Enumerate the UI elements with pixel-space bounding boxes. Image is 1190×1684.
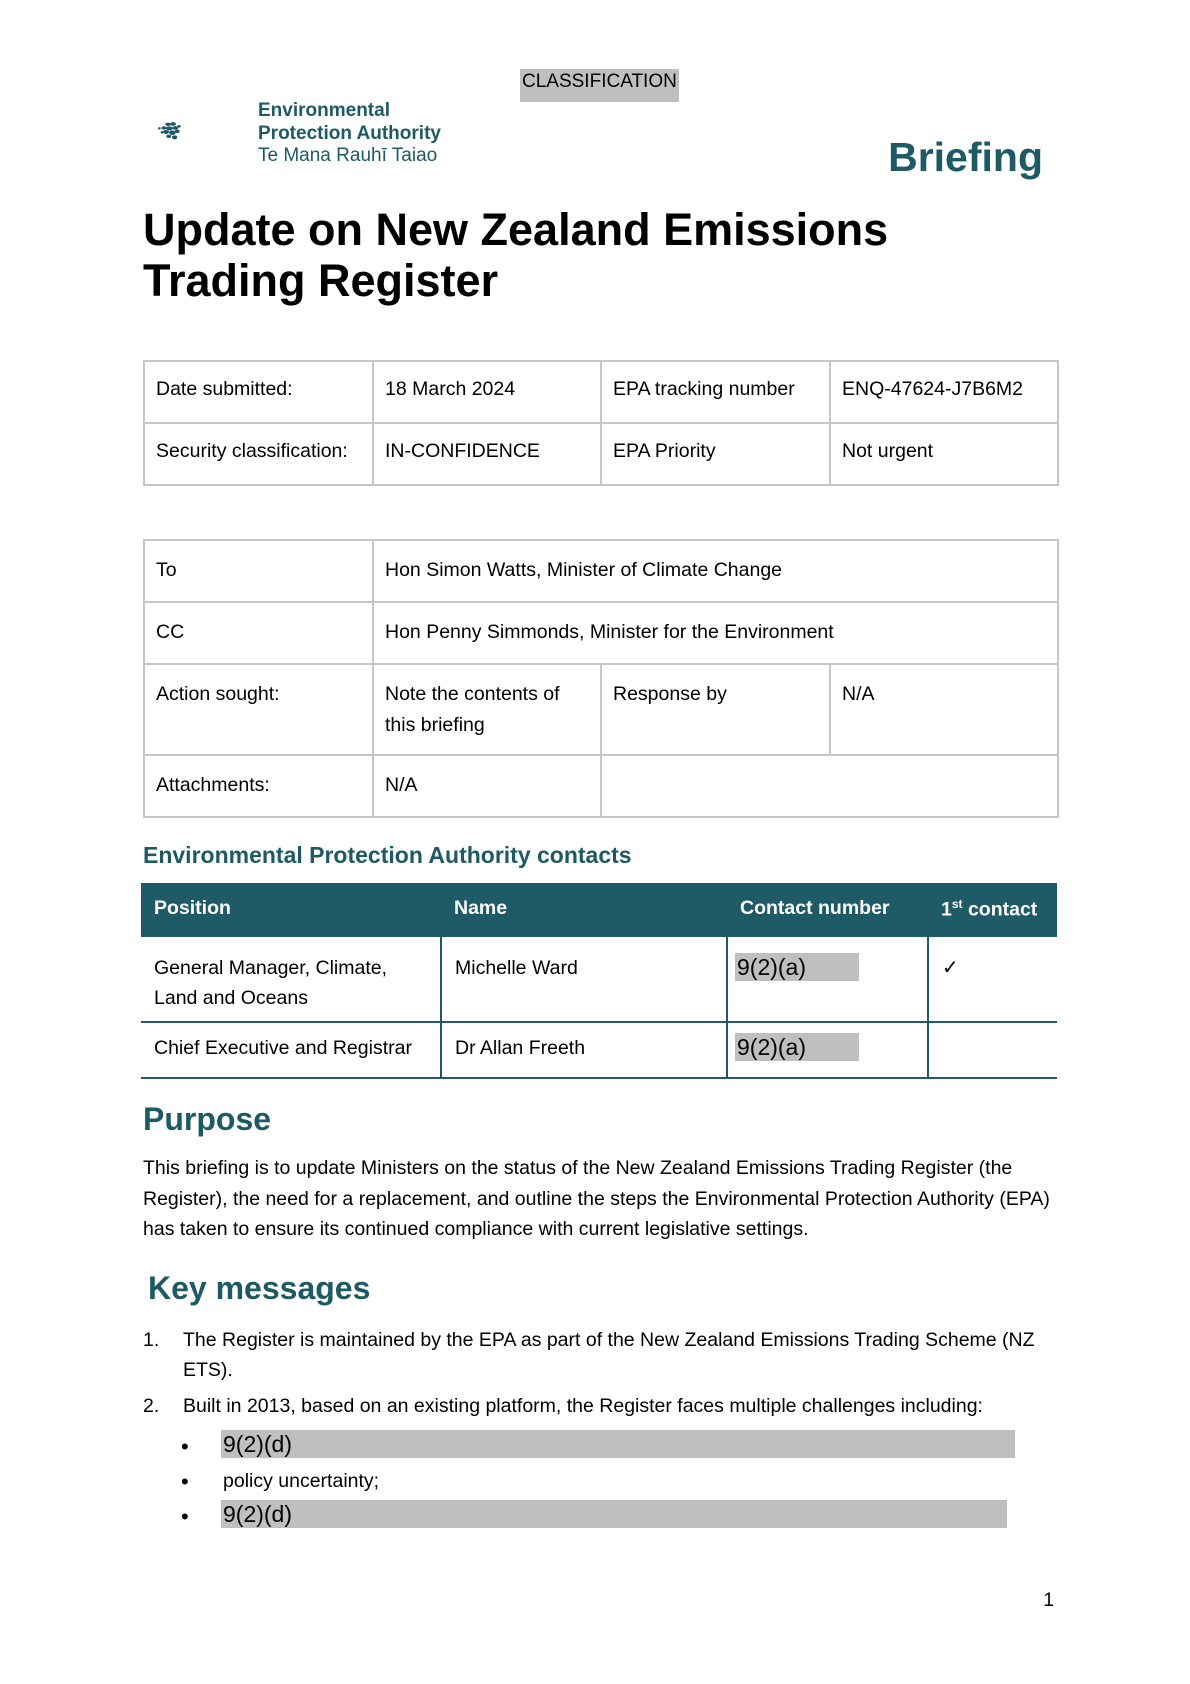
col-first-contact: [928, 883, 1057, 937]
logo-line-1: Environmental: [258, 100, 390, 121]
first-contact-num: 1: [941, 898, 952, 921]
contacts-table: [141, 883, 1057, 1079]
first-contact-cell: [928, 1022, 1057, 1078]
col-name: Name: [441, 883, 727, 937]
document-type: Briefing: [888, 134, 1043, 180]
list-item-text: The Register is maintained by the EPA as part of the New Zealand Emissions Trading Scheme (NZ ETS).: [183, 1329, 1035, 1381]
list-item-number: 2.: [143, 1395, 160, 1417]
bullet-icon: •: [181, 1434, 189, 1459]
first-contact-cell: [928, 937, 1057, 1022]
checkmark-icon: ✓: [942, 957, 959, 979]
list-item: [143, 1325, 1063, 1385]
purpose-heading: Purpose: [143, 1101, 272, 1137]
first-contact-word: contact: [962, 898, 1038, 921]
epa-logo-icon: [158, 96, 258, 170]
list-item-text: Built in 2013, based on an existing platform, the Register faces multiple challenges including:: [183, 1395, 983, 1417]
contact-name: Dr Allan Freeth: [441, 1022, 727, 1078]
tracking-label: EPA tracking number: [601, 361, 830, 423]
response-value: N/A: [830, 664, 1058, 755]
priority-value: Not urgent: [830, 423, 1058, 485]
key-messages-list: [143, 1325, 1063, 1427]
action-label: Action sought:: [144, 664, 373, 755]
date-value: 18 March 2024: [373, 361, 601, 423]
response-label: Response by: [601, 664, 830, 755]
purpose-text: This briefing is to update Ministers on the status of the New Zealand Emissions Trading Register (the Register), the need for a replacement, and outline the steps the Environmental Protection Authority (EPA) has taken to ensure its continued compliance with current legislative settings.: [143, 1157, 1050, 1240]
list-item: [143, 1391, 1063, 1421]
to-label: To: [144, 540, 373, 602]
logo-line-2: Protection Authority: [258, 122, 441, 144]
cc-label: CC: [144, 602, 373, 664]
contact-number-cell: [727, 937, 928, 1022]
cc-value: Hon Penny Simmonds, Minister for the Environment: [373, 602, 1058, 664]
bullet-text: policy uncertainty;: [223, 1470, 380, 1492]
redacted-text: 9(2)(d): [221, 1500, 1007, 1528]
bullet-icon: •: [181, 1504, 189, 1529]
attachments-label: Attachments:: [144, 755, 373, 817]
challenges-bullet-list: [181, 1430, 1001, 1535]
classification-label: CLASSIFICATION: [520, 69, 679, 102]
action-value: Note the contents of this briefing: [373, 664, 601, 755]
contacts-heading: Environmental Protection Authority contacts: [143, 842, 632, 868]
redacted-contact-number: 9(2)(a): [735, 1033, 859, 1061]
redacted-contact-number: 9(2)(a): [735, 953, 859, 981]
contact-name: Michelle Ward: [441, 937, 727, 1022]
table-row: [141, 937, 1057, 1022]
first-contact-sup: st: [951, 897, 963, 911]
contact-number-cell: [727, 1022, 928, 1078]
list-item-number: 1.: [143, 1329, 160, 1351]
attachments-value: N/A: [373, 755, 601, 817]
col-position: Position: [141, 883, 441, 937]
redacted-text: 9(2)(d): [221, 1430, 1015, 1458]
bullet-item: [181, 1500, 1001, 1535]
date-label: Date submitted:: [144, 361, 373, 423]
attachments-empty: [601, 755, 1058, 817]
bullet-item: [181, 1430, 1001, 1465]
key-messages-heading: Key messages: [148, 1270, 371, 1306]
document-title: Update on New Zealand Emissions Trading Register: [143, 204, 889, 306]
page-number: 1: [1043, 1590, 1054, 1611]
contact-position: Chief Executive and Registrar: [141, 1022, 441, 1078]
logo-line-3: Te Mana Rauhī Taiao: [258, 145, 438, 166]
briefing-meta-table: [143, 360, 1059, 486]
to-value: Hon Simon Watts, Minister of Climate Change: [373, 540, 1058, 602]
recipients-table: [143, 539, 1059, 818]
security-value: IN-CONFIDENCE: [373, 423, 601, 485]
priority-label: EPA Priority: [601, 423, 830, 485]
col-contact-number: Contact number: [727, 883, 928, 937]
security-label: Security classification:: [144, 423, 373, 485]
table-row: [141, 1022, 1057, 1078]
tracking-value: ENQ-47624-J7B6M2: [830, 361, 1058, 423]
bullet-item: [181, 1465, 1001, 1500]
epa-logo-text: [258, 100, 441, 168]
bullet-icon: •: [181, 1469, 189, 1494]
contact-position: General Manager, Climate, Land and Oceans: [141, 937, 441, 1022]
